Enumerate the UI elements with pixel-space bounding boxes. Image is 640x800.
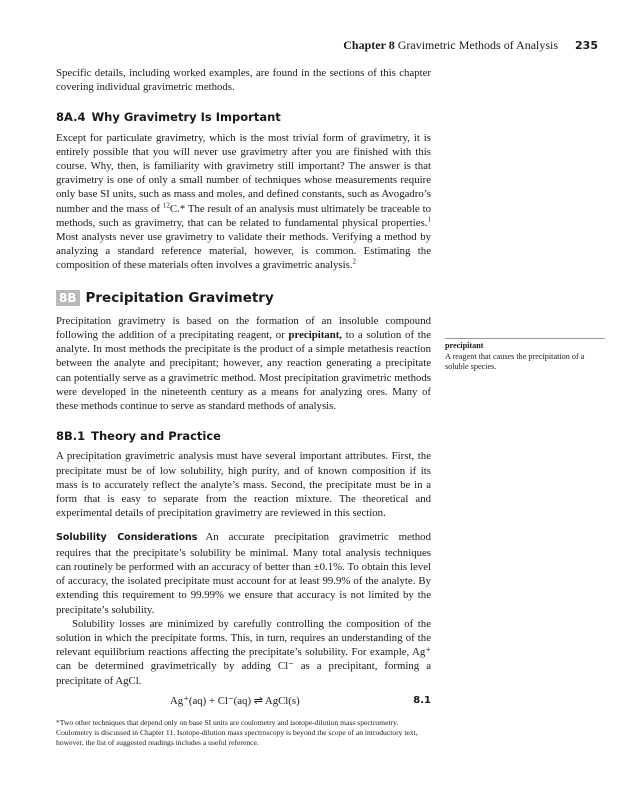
text-run: Except for particulate gravimetry, which is the most trivial form of gravimetry, it is entirely possible that you will never use gravimetry after you are finished with this course. Why, then, is familiarity with gravimetry still important? The answer is that gravimetry is one of only a small number of techniques whose measurements require only base SI units, such as mass and moles, and defined constants, such as Avogadro’s number and the mass of	[56, 131, 431, 215]
footnote-line-2: Coulometry is discussed in Chapter 11. Isotope-dilution mass spectroscopy is beyond the scope of an introductory text, however, the list of suggested readings includes a useful reference.	[56, 728, 418, 748]
key-term: precipitant,	[288, 329, 342, 342]
section-8b1-number: 8B.1	[56, 429, 86, 444]
footnote	[56, 718, 431, 749]
margin-definition: A reagent that causes the precipitation of a soluble species.	[445, 351, 585, 371]
superscript: 12	[162, 201, 170, 210]
footnote-line-1: *Two other techniques that depend only on base SI units are coulometry and isotope-dilution mass spectrometry.	[56, 718, 399, 727]
chapter-label: Chapter 8	[343, 38, 395, 52]
text-run: to a solution of the analyte. In most methods the precipitate is the product of a simple metathesis reaction between the analyte and precipitant; however, any reaction generating a precipitate can potentially serve as a gravimetric method. Most precipitation gravimetric methods were developed in the nineteenth century as a means for analyzing ores. Many of these methods continue to serve as standard methods of analysis.	[56, 329, 432, 413]
margin-term: precipitant	[445, 341, 484, 350]
solubility-paragraph-2: Solubility losses are minimized by carefully controlling the composition of the solution in which the precipitate forms. This, in turn, requires an understanding of the relevant equilibrium reactions affecting the precipitate’s solubility. For example, Ag⁺ can be determined gravimetrically by adding Cl⁻ as a precipitant, forming a precipitate of AgCl.	[56, 617, 431, 687]
section-8a4-number: 8A.4	[56, 110, 86, 125]
text-run: Most analysts never use gravimetry to validate their methods. Verifying a method by analyzing a standard reference material, however, is common. Estimating the composition of these materials often involves a gravimetric analysis.	[56, 231, 431, 272]
equation-text: Ag⁺(aq) + Cl⁻(aq) ⇌ AgCl(s)	[170, 694, 300, 707]
section-8b1-heading	[56, 429, 431, 443]
text-run: Precipitation gravimetry is based on the formation of an insoluble compound following the addition of a precipitating reagent, or	[56, 314, 431, 342]
margin-note	[445, 338, 605, 373]
page-number: 235	[575, 39, 598, 52]
intro-paragraph: Specific details, including worked examples, are found in the sections of this chapter covering individual gravimetric methods.	[56, 67, 431, 94]
text-run: C.* The result of an analysis must ultimately be traceable to methods, such as gravimetry, that can be related to fundamental physical properties.	[56, 202, 431, 229]
section-8b-heading	[56, 290, 431, 306]
section-badge: 8B	[56, 290, 80, 306]
section-8b1-title: Theory and Practice	[91, 429, 221, 444]
reference-marker: 1	[427, 215, 431, 224]
solubility-paragraph	[56, 530, 431, 616]
reference-marker: 2	[352, 257, 357, 266]
section-8a4-paragraph	[56, 131, 431, 273]
section-8b-title: Precipitation Gravimetry	[85, 289, 274, 306]
equation-8-1	[56, 694, 431, 708]
section-8a4-title: Why Gravimetry Is Important	[91, 110, 281, 125]
section-8b1-paragraph-1: A precipitation gravimetric analysis must have several important attributes. First, the precipitate must be of low solubility, high purity, and of known composition if its mass is to accurately reflect the analyte’s mass. Second, the precipitate must be in a form that is easy to separate from the reaction mixture. The theoretical and experimental details of precipitation gravimetry are reviewed in this section.	[56, 450, 431, 520]
main-column	[56, 66, 431, 708]
section-8a4-heading	[56, 110, 431, 124]
runin-heading: Solubility Considerations	[56, 532, 198, 544]
chapter-title: Gravimetric Methods of Analysis	[397, 38, 559, 52]
section-8b-paragraph	[56, 314, 431, 413]
equation-number: 8.1	[413, 694, 431, 706]
text-run: An accurate precipitation gravimetric method requires that the precipitate’s solubility be minimal. Many total analysis techniques can routinely be performed with an accuracy of better than ±0.1%. To obtain this level of accuracy, the isolated precipitate must account for at least 99.9% of the analyte. By extending this requirement to 99.99% we ensure that accuracy is not limited by the precipitate’s solubility.	[56, 531, 431, 616]
running-head	[343, 38, 598, 53]
